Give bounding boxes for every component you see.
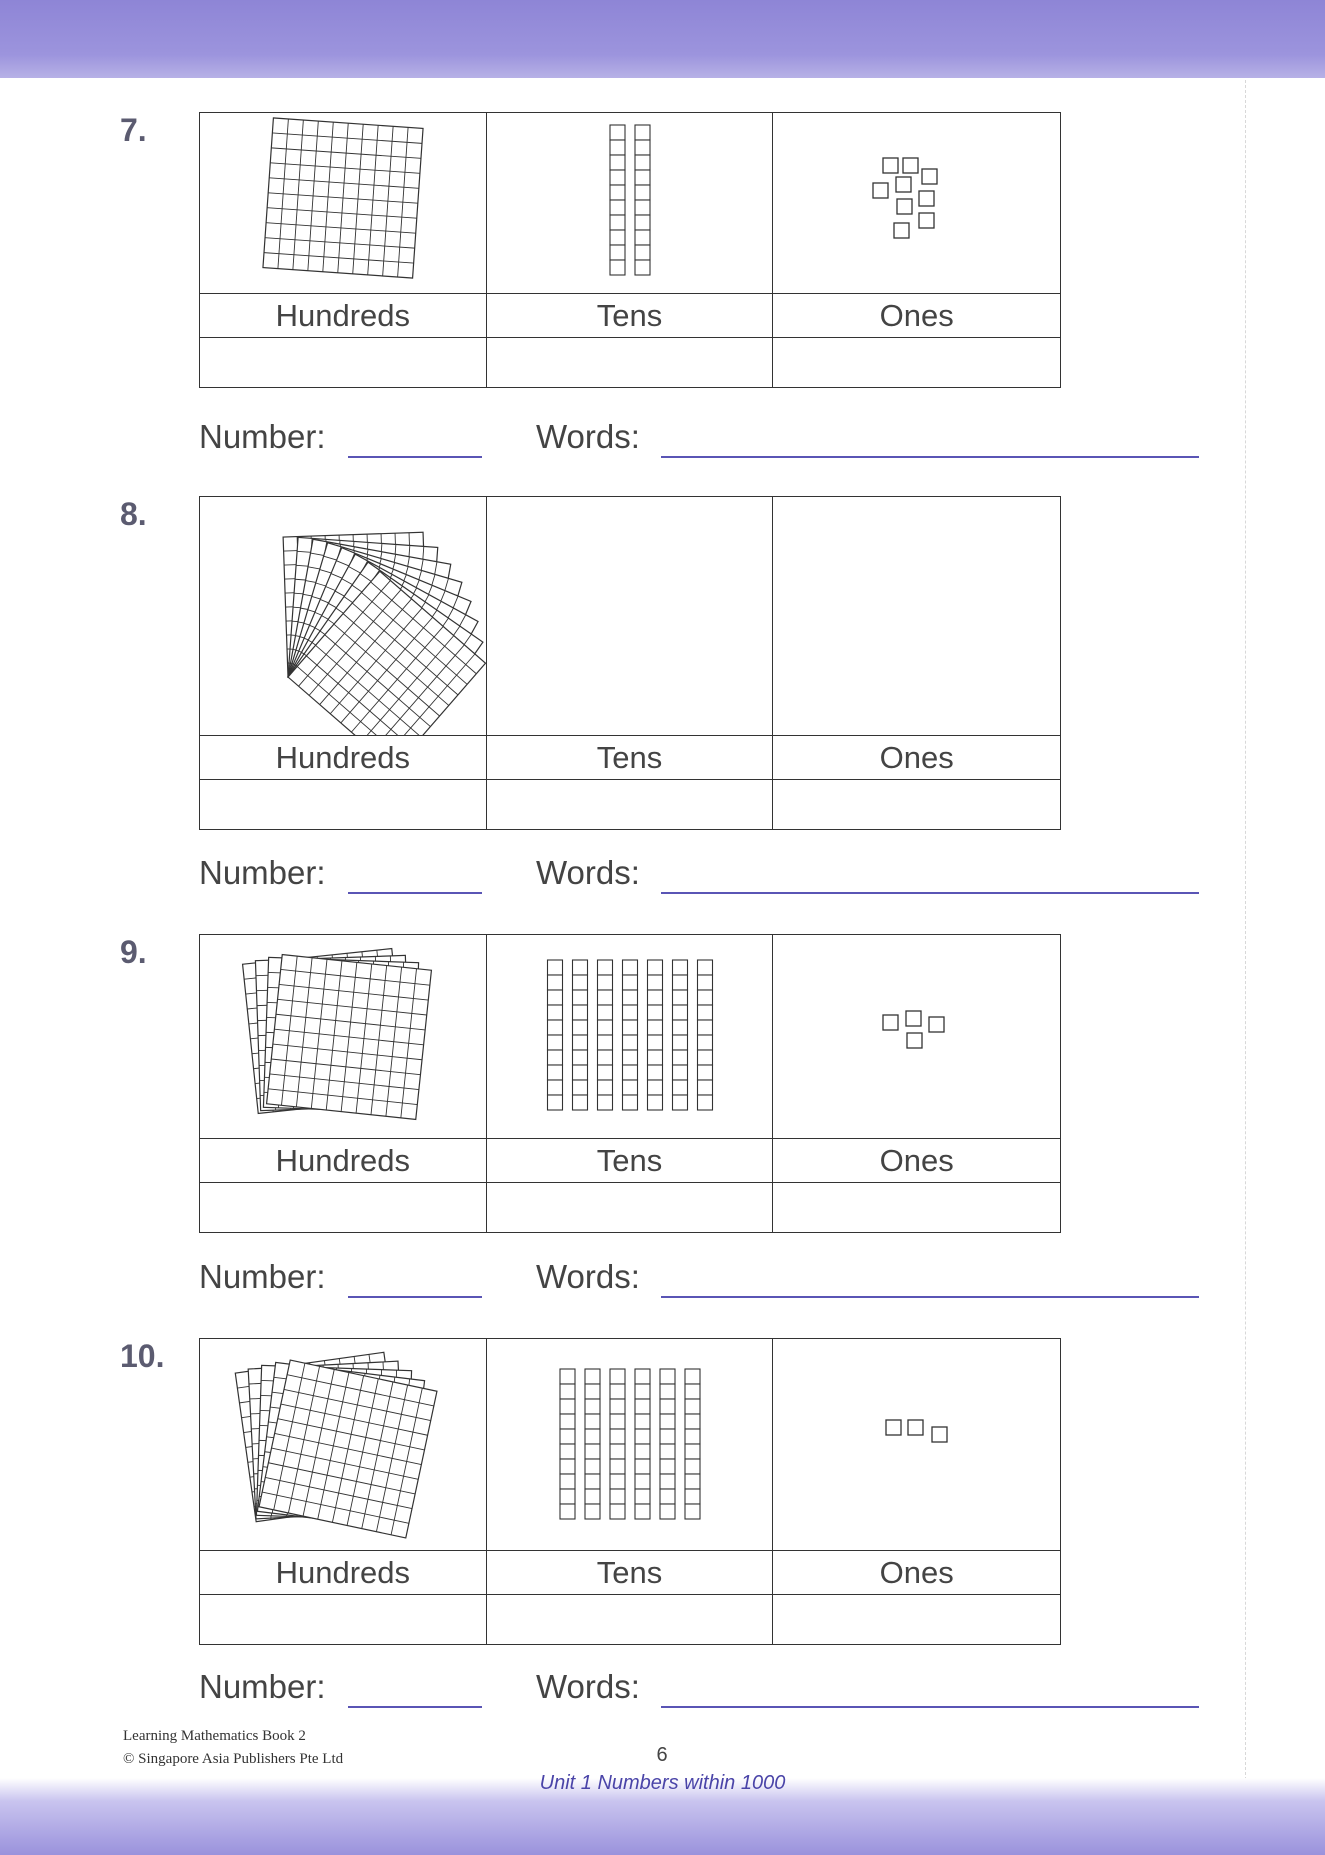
one-cube (883, 1015, 898, 1030)
number-label: Number: (199, 854, 326, 891)
tens-rods (487, 935, 774, 1138)
one-cube (919, 213, 934, 228)
hundreds-flats (200, 113, 487, 293)
tens-header: Tens (487, 293, 774, 337)
hundreds-picture (200, 497, 487, 735)
ten-rod (635, 1369, 650, 1519)
number-blank[interactable] (348, 1296, 482, 1298)
words-blank[interactable] (661, 1296, 1199, 1298)
question-number: 7. (120, 112, 147, 148)
words-label: Words: (536, 1668, 640, 1705)
page-number: 6 (656, 1744, 668, 1766)
words-label: Words: (536, 854, 640, 891)
words-blank[interactable] (661, 456, 1199, 458)
number-label: Number: (199, 1258, 326, 1295)
unit-title: Unit 1 Numbers within 1000 (539, 1772, 786, 1794)
one-cube (883, 158, 898, 173)
one-cube (919, 191, 934, 206)
hundreds-picture (200, 935, 487, 1138)
tens-picture (487, 1339, 774, 1550)
ones-header: Ones (773, 735, 1060, 779)
question-number: 8. (120, 496, 147, 532)
words-label: Words: (536, 1258, 640, 1295)
ten-rod (622, 960, 637, 1110)
ten-rod (572, 960, 587, 1110)
copyright: © Singapore Asia Publishers Pte Ltd (123, 1751, 344, 1767)
place-value-table (199, 496, 1061, 830)
ones-picture (773, 113, 1060, 293)
ones-cubes (773, 1339, 1060, 1550)
answer-line (0, 854, 1325, 904)
one-cube (907, 1033, 922, 1048)
ones-picture (773, 935, 1060, 1138)
question-number: 9. (120, 934, 147, 970)
ten-rod (610, 125, 625, 275)
answer-line (0, 418, 1325, 468)
hundreds-picture (200, 113, 487, 293)
hundred-flat (263, 118, 423, 278)
number-label: Number: (199, 418, 326, 455)
one-cube (873, 183, 888, 198)
tens-picture (487, 497, 774, 735)
ten-rod (647, 960, 662, 1110)
tens-answer-box[interactable] (487, 1594, 774, 1644)
one-cube (897, 199, 912, 214)
book-title: Learning Mathematics Book 2 (123, 1728, 306, 1744)
number-blank[interactable] (348, 456, 482, 458)
one-cube (894, 223, 909, 238)
hundreds-answer-box[interactable] (200, 337, 487, 387)
tens-answer-box[interactable] (487, 779, 774, 829)
ones-cubes (773, 113, 1060, 293)
ones-header: Ones (773, 1550, 1060, 1594)
hundred-flat (259, 1360, 437, 1538)
hundreds-header: Hundreds (200, 293, 487, 337)
ten-rod (547, 960, 562, 1110)
header-band (0, 0, 1325, 78)
tens-rods (487, 113, 774, 293)
fold-line (1245, 80, 1246, 1780)
ones-answer-box[interactable] (773, 1182, 1060, 1232)
ten-rod (560, 1369, 575, 1519)
number-blank[interactable] (348, 1706, 482, 1708)
place-value-table (199, 112, 1061, 388)
one-cube (929, 1017, 944, 1032)
answer-line (0, 1668, 1325, 1718)
ten-rod (672, 960, 687, 1110)
hundreds-header: Hundreds (200, 1550, 487, 1594)
ones-picture (773, 1339, 1060, 1550)
tens-answer-box[interactable] (487, 1182, 774, 1232)
tens-header: Tens (487, 1550, 774, 1594)
ones-header: Ones (773, 293, 1060, 337)
hundreds-answer-box[interactable] (200, 1594, 487, 1644)
ones-header: Ones (773, 1138, 1060, 1182)
ones-answer-box[interactable] (773, 1594, 1060, 1644)
tens-answer-box[interactable] (487, 337, 774, 387)
one-cube (896, 177, 911, 192)
answer-line (0, 1258, 1325, 1308)
one-cube (922, 169, 937, 184)
tens-header: Tens (487, 735, 774, 779)
ten-rod (597, 960, 612, 1110)
hundreds-flats (200, 935, 487, 1138)
ten-rod (697, 960, 712, 1110)
number-blank[interactable] (348, 892, 482, 894)
ten-rod (635, 125, 650, 275)
one-cube (903, 158, 918, 173)
place-value-table (199, 934, 1061, 1233)
place-value-table (199, 1338, 1061, 1645)
words-blank[interactable] (661, 1706, 1199, 1708)
question-number: 10. (120, 1338, 165, 1374)
one-cube (908, 1420, 923, 1435)
ones-cubes (773, 935, 1060, 1138)
ones-answer-box[interactable] (773, 337, 1060, 387)
hundred-flat (267, 955, 432, 1120)
words-blank[interactable] (661, 892, 1199, 894)
ones-answer-box[interactable] (773, 779, 1060, 829)
tens-rods (487, 1339, 774, 1550)
hundreds-answer-box[interactable] (200, 779, 487, 829)
words-label: Words: (536, 418, 640, 455)
one-cube (906, 1011, 921, 1026)
hundreds-header: Hundreds (200, 735, 487, 779)
tens-picture (487, 113, 774, 293)
hundreds-flats (200, 1339, 487, 1550)
hundreds-flats (200, 497, 487, 735)
tens-picture (487, 935, 774, 1138)
one-cube (932, 1427, 947, 1442)
ten-rod (685, 1369, 700, 1519)
ones-picture (773, 497, 1060, 735)
tens-header: Tens (487, 1138, 774, 1182)
number-label: Number: (199, 1668, 326, 1705)
hundreds-picture (200, 1339, 487, 1550)
ten-rod (610, 1369, 625, 1519)
ten-rod (585, 1369, 600, 1519)
hundreds-header: Hundreds (200, 1138, 487, 1182)
footer-credits (123, 1725, 343, 1771)
one-cube (886, 1420, 901, 1435)
ten-rod (660, 1369, 675, 1519)
hundreds-answer-box[interactable] (200, 1182, 487, 1232)
